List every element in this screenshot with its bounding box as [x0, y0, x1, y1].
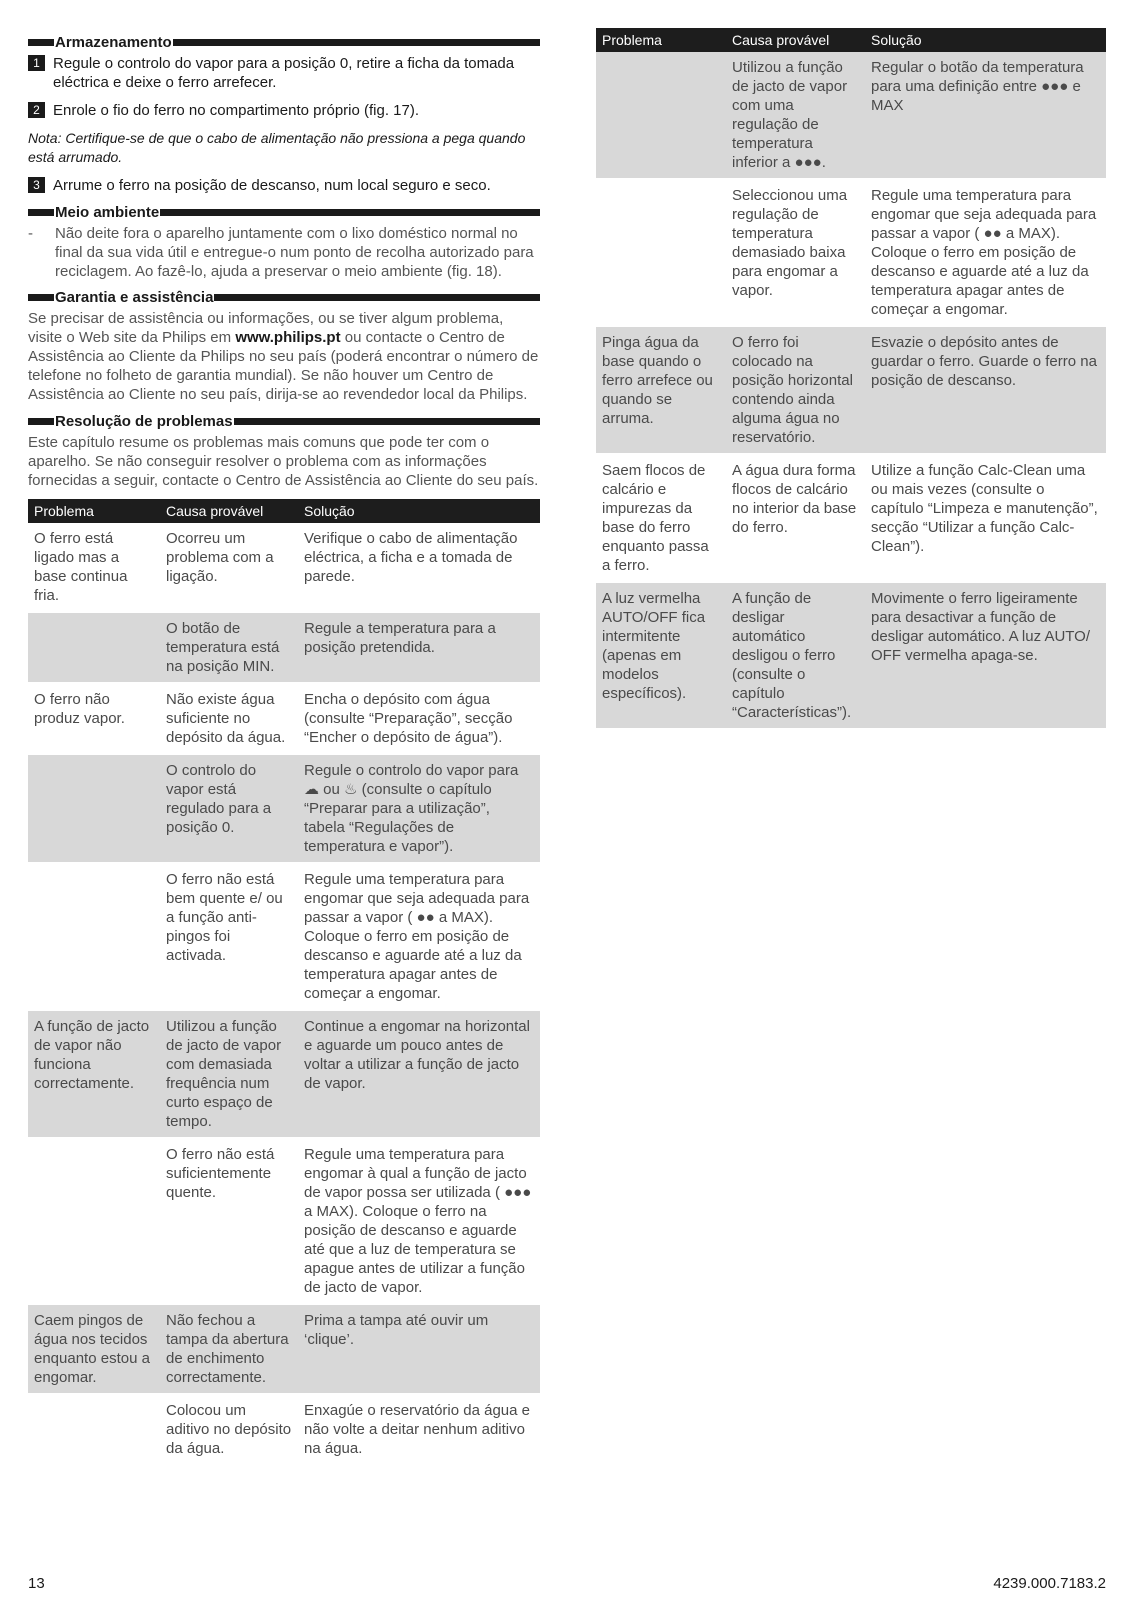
step-number-badge: 3 [28, 177, 45, 193]
table-row [28, 1394, 540, 1465]
storage-step-3 [28, 176, 540, 195]
troubleshooting-intro: Este capítulo resume os problemas mais comuns que pode ter com o aparelho. Se não conseguir resolver o problema com as informações fornecidas a seguir, contacte o Centro de Assistência ao Cliente do seu país. [28, 434, 539, 489]
storage-step-2 [28, 101, 540, 120]
solution-cell: Regule uma temperatura para engomar que seja adequada para passar a vapor ( ●● a MAX). Coloque o ferro em posição de descanso e aguarde até a luz da temperatura apagar antes de começar a engomar. [298, 863, 540, 1010]
table-row [28, 683, 540, 754]
table-row [596, 454, 1106, 582]
table-row [28, 1138, 540, 1304]
problem-cell [28, 1138, 160, 1304]
right-column [596, 28, 1106, 730]
header-cause: Causa provável [160, 499, 298, 523]
solution-cell: Regule o controlo do vapor para ☁ ou ♨ (consulte o capítulo “Preparar para a utilização”, tabela “Regulações de temperatura e vapor”). [298, 754, 540, 863]
cause-cell: Colocou um aditivo no depósito da água. [160, 1394, 298, 1465]
cause-cell: O controlo do vapor está regulado para a posição 0. [160, 754, 298, 863]
header-cause: Causa provável [726, 28, 865, 52]
step-text: Enrole o fio do ferro no compartimento próprio (fig. 17). [53, 102, 420, 119]
cause-cell: Utilizou a função de jacto de vapor com uma regulação de temperatura inferior a ●●●. [726, 52, 865, 179]
solution-cell: Regule uma temperatura para engomar que seja adequada para passar a vapor ( ●● a MAX). Coloque o ferro em posição de descanso e aguarde até a luz da temperatura apagar antes de começar a engomar. [865, 179, 1106, 326]
storage-step-1 [28, 54, 540, 92]
section-heading-environment: Meio ambiente [28, 204, 540, 220]
cause-cell: Utilizou a função de jacto de vapor com demasiada frequência num curto espaço de tempo. [160, 1010, 298, 1138]
header-solution: Solução [298, 499, 540, 523]
problem-cell [28, 754, 160, 863]
problem-cell [28, 612, 160, 683]
table-header-row [28, 499, 540, 523]
problem-cell: Saem flocos de calcário e impurezas da base do ferro enquanto passa a ferro. [596, 454, 726, 582]
problem-cell: O ferro está ligado mas a base continua fria. [28, 523, 160, 612]
section-heading-troubleshooting: Resolução de problemas [28, 413, 540, 429]
table-row [596, 326, 1106, 454]
cause-cell: Não fechou a tampa da abertura de enchimento correctamente. [160, 1304, 298, 1394]
cause-cell: Não existe água suficiente no depósito da água. [160, 683, 298, 754]
cause-cell: A água dura forma flocos de calcário no interior da base do ferro. [726, 454, 865, 582]
problem-cell: A luz vermelha AUTO/OFF fica intermitente (apenas em modelos específicos). [596, 582, 726, 729]
solution-cell: Encha o depósito com água (consulte “Preparação”, secção “Encher o depósito de água”). [298, 683, 540, 754]
problem-cell [596, 179, 726, 326]
table-row [596, 179, 1106, 326]
table-row [28, 1010, 540, 1138]
table-row [28, 612, 540, 683]
step-text: Regule o controlo do vapor para a posição 0, retire a ficha da tomada eléctrica e deixe o ferro arrefecer. [53, 55, 515, 91]
step-text: Arrume o ferro na posição de descanso, num local seguro e seco. [53, 177, 491, 194]
solution-cell: Verifique o cabo de alimentação eléctrica, a ficha e a tomada de parede. [298, 523, 540, 612]
cause-cell: O ferro não está suficientemente quente. [160, 1138, 298, 1304]
table-row [28, 1304, 540, 1394]
solution-cell: Enxagúe o reservatório da água e não volte a deitar nenhum aditivo na água. [298, 1394, 540, 1465]
step-number-badge: 1 [28, 55, 45, 71]
problem-cell [28, 863, 160, 1010]
cause-cell: O ferro não está bem quente e/ ou a função anti-pingos foi activada. [160, 863, 298, 1010]
cause-cell: Ocorreu um problema com a ligação. [160, 523, 298, 612]
solution-cell: Continue a engomar na horizontal e aguarde um pouco antes de voltar a utilizar a função de jacto de vapor. [298, 1010, 540, 1138]
solution-cell: Regule a temperatura para a posição pretendida. [298, 612, 540, 683]
cause-cell: O ferro foi colocado na posição horizontal contendo ainda alguma água no reservatório. [726, 326, 865, 454]
philips-website-link[interactable]: www.philips.pt [235, 329, 341, 346]
problem-cell: O ferro não produz vapor. [28, 683, 160, 754]
solution-cell: Movimente o ferro ligeiramente para desactivar a função de desligar automático. A luz AUTO/ OFF vermelha apaga-se. [865, 582, 1106, 729]
storage-note: Nota: Certifique-se de que o cabo de alimentação não pressiona a pega quando está arrumado. [28, 130, 526, 165]
table-header-row [596, 28, 1106, 52]
troubleshooting-table-left [28, 499, 540, 1466]
cause-cell: Seleccionou uma regulação de temperatura demasiado baixa para engomar a vapor. [726, 179, 865, 326]
problem-cell: Caem pingos de água nos tecidos enquanto estou a engomar. [28, 1304, 160, 1394]
problem-cell: A função de jacto de vapor não funciona correctamente. [28, 1010, 160, 1138]
step-number-badge: 2 [28, 102, 45, 118]
table-row [596, 52, 1106, 179]
left-column [28, 34, 540, 1466]
header-problem: Problema [28, 499, 160, 523]
section-heading-storage: Armazenamento [28, 34, 540, 50]
solution-cell: Utilize a função Calc-Clean uma ou mais vezes (consulte o capítulo “Limpeza e manutenção”, secção “Utilizar a função Calc-Clean”). [865, 454, 1106, 582]
solution-cell: Regule uma temperatura para engomar à qual a função de jacto de vapor possa ser utilizada ( ●●● a MAX). Coloque o ferro na posição de descanso e aguarde até que a luz de temperatura se apague antes de utilizar a função de jacto de vapor. [298, 1138, 540, 1304]
table-row [28, 863, 540, 1010]
section-heading-warranty: Garantia e assistência [28, 289, 540, 305]
solution-cell: Prima a tampa até ouvir um ‘clique’. [298, 1304, 540, 1394]
problem-cell: Pinga água da base quando o ferro arrefece ou quando se arruma. [596, 326, 726, 454]
environment-bullet: - Não deite fora o aparelho juntamente com o lixo doméstico normal no final da sua vida útil e entregue-o num ponto de recolha autorizado para reciclagem. Ao fazê-lo, ajuda a preservar o meio ambiente (fig. 18). [28, 225, 534, 280]
table-row [28, 754, 540, 863]
troubleshooting-table-right [596, 28, 1106, 730]
cause-cell: O botão de temperatura está na posição MIN. [160, 612, 298, 683]
table-row [596, 582, 1106, 729]
problem-cell [28, 1394, 160, 1465]
solution-cell: Esvazie o depósito antes de guardar o ferro. Guarde o ferro na posição de descanso. [865, 326, 1106, 454]
table-row [28, 523, 540, 612]
solution-cell: Regular o botão da temperatura para uma definição entre ●●● e MAX [865, 52, 1106, 179]
cause-cell: A função de desligar automático desligou o ferro (consulte o capítulo “Características”). [726, 582, 865, 729]
warranty-paragraph: Se precisar de assistência ou informações, ou se tiver algum problema, visite o Web site da Philips em www.philips.pt ou contacte o Centro de Assistência ao Cliente da Philips no seu país (poderá encontrar o número de telefone no folheto de garantia mundial). Se não houver um Centro de Assistência ao Cliente no seu país, dirija-se ao revendedor local da Philips. [28, 310, 539, 403]
problem-cell [596, 52, 726, 179]
page-number: 13 [28, 1575, 45, 1592]
document-code: 4239.000.7183.2 [993, 1575, 1106, 1592]
header-problem: Problema [596, 28, 726, 52]
header-solution: Solução [865, 28, 1106, 52]
